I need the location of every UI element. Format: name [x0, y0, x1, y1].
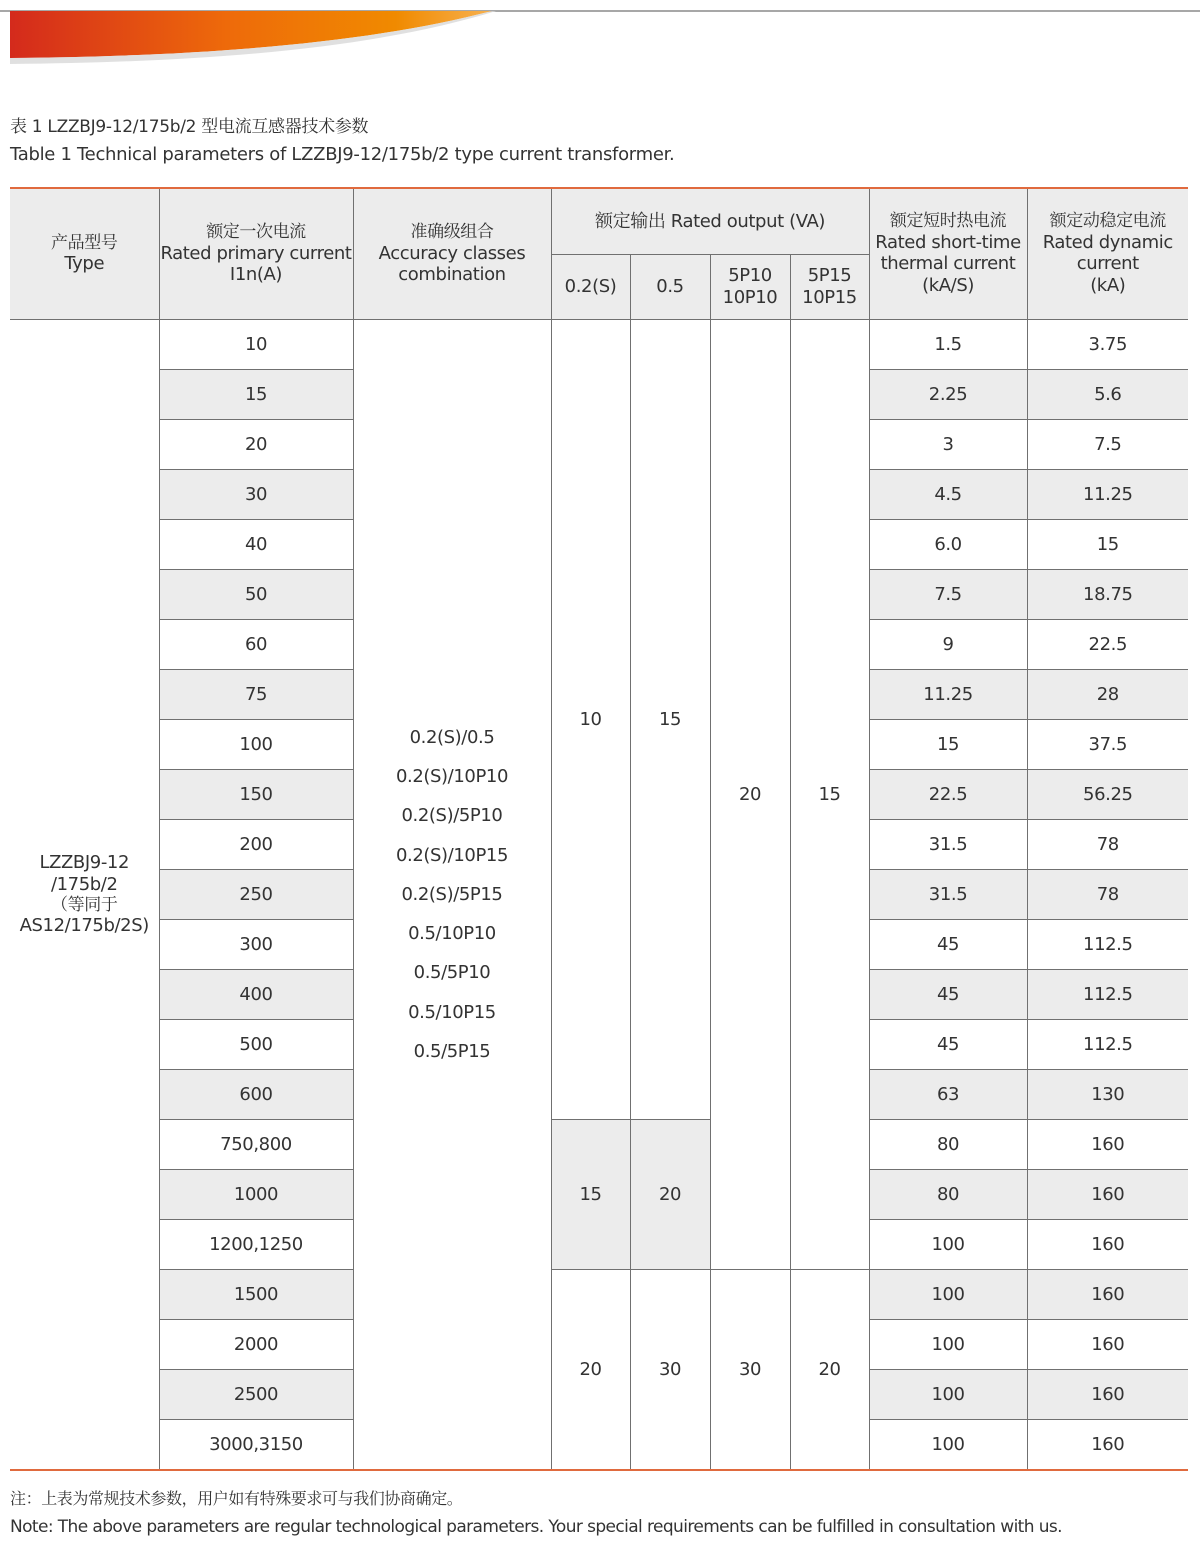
thermal-current-cell: 100 — [869, 1320, 1027, 1370]
thermal-current-cell: 45 — [869, 920, 1027, 970]
output-05-group1: 15 — [630, 320, 710, 1120]
accuracy-combo: 0.2(S)/5P15 — [401, 883, 503, 905]
primary-current-cell: 50 — [159, 570, 353, 620]
primary-current-cell: 3000,3150 — [159, 1420, 353, 1471]
output-05-group2: 20 — [630, 1120, 710, 1270]
output-02s-group3: 20 — [551, 1270, 630, 1471]
table-row — [10, 1270, 1188, 1320]
dynamic-current-cell: 160 — [1027, 1220, 1188, 1270]
dynamic-current-cell: 15 — [1027, 520, 1188, 570]
primary-current-cell: 300 — [159, 920, 353, 970]
thermal-current-cell: 100 — [869, 1420, 1027, 1471]
thermal-current-cell: 9 — [869, 620, 1027, 670]
primary-current-cell: 20 — [159, 420, 353, 470]
dynamic-current-cell: 37.5 — [1027, 720, 1188, 770]
table-caption-cn: 表 1 LZZBJ9-12/175b/2 型电流互感器技术参数 — [10, 117, 369, 137]
output-5p10-upper: 20 — [710, 320, 790, 1270]
thermal-current-cell: 45 — [869, 1020, 1027, 1070]
thermal-current-cell: 45 — [869, 970, 1027, 1020]
thermal-current-cell: 7.5 — [869, 570, 1027, 620]
table-caption-en: Table 1 Technical parameters of LZZBJ9-12/175b/2 type current transformer. — [10, 144, 675, 165]
dynamic-current-cell: 112.5 — [1027, 1020, 1188, 1070]
primary-current-cell: 40 — [159, 520, 353, 570]
primary-current-cell: 1200,1250 — [159, 1220, 353, 1270]
thermal-current-cell: 2.25 — [869, 370, 1027, 420]
primary-current-cell: 60 — [159, 620, 353, 670]
model-cell: LZZBJ9-12 /175b/2 （等同于 AS12/175b/2S) — [10, 320, 159, 1471]
primary-current-cell: 750,800 — [159, 1120, 353, 1170]
thermal-current-cell: 80 — [869, 1120, 1027, 1170]
dynamic-current-cell: 5.6 — [1027, 370, 1188, 420]
primary-current-cell: 600 — [159, 1070, 353, 1120]
header-rated-output: 额定输出 Rated output (VA) — [551, 188, 869, 255]
spec-table — [10, 187, 1188, 1471]
primary-current-cell: 75 — [159, 670, 353, 720]
primary-current-cell: 15 — [159, 370, 353, 420]
output-02s-group2: 15 — [551, 1120, 630, 1270]
thermal-current-cell: 80 — [869, 1170, 1027, 1220]
output-5p15-group3: 20 — [790, 1270, 869, 1471]
thermal-current-cell: 100 — [869, 1220, 1027, 1270]
output-02s-group1: 10 — [551, 320, 630, 1120]
header-type: 产品型号 Type — [10, 188, 159, 320]
thermal-current-cell: 1.5 — [869, 320, 1027, 370]
thermal-current-cell: 11.25 — [869, 670, 1027, 720]
dynamic-current-cell: 160 — [1027, 1170, 1188, 1220]
dynamic-current-cell: 160 — [1027, 1370, 1188, 1420]
primary-current-cell: 250 — [159, 870, 353, 920]
dynamic-current-cell: 130 — [1027, 1070, 1188, 1120]
thermal-current-cell: 6.0 — [869, 520, 1027, 570]
dynamic-current-cell: 78 — [1027, 820, 1188, 870]
thermal-current-cell: 100 — [869, 1270, 1027, 1320]
header-rated-primary-current: 额定一次电流 Rated primary current I1n(A) — [159, 188, 353, 320]
dynamic-current-cell: 18.75 — [1027, 570, 1188, 620]
primary-current-cell: 30 — [159, 470, 353, 520]
dynamic-current-cell: 112.5 — [1027, 970, 1188, 1020]
primary-current-cell: 2500 — [159, 1370, 353, 1420]
accuracy-combo: 0.2(S)/10P10 — [395, 766, 509, 788]
thermal-current-cell: 4.5 — [869, 470, 1027, 520]
accuracy-combo: 0.2(S)/5P10 — [401, 805, 503, 827]
thermal-current-cell: 22.5 — [869, 770, 1027, 820]
dynamic-current-cell: 160 — [1027, 1120, 1188, 1170]
dynamic-current-cell: 78 — [1027, 870, 1188, 920]
dynamic-current-cell: 160 — [1027, 1270, 1188, 1320]
primary-current-cell: 2000 — [159, 1320, 353, 1370]
thermal-current-cell: 31.5 — [869, 870, 1027, 920]
dynamic-current-cell: 11.25 — [1027, 470, 1188, 520]
primary-current-cell: 1500 — [159, 1270, 353, 1320]
thermal-current-cell: 63 — [869, 1070, 1027, 1120]
accuracy-combo: 0.5/10P10 — [408, 923, 496, 945]
header-output-5p15: 5P15 10P15 — [790, 255, 869, 320]
output-5p10-group3: 30 — [710, 1270, 790, 1471]
dynamic-current-cell: 160 — [1027, 1420, 1188, 1471]
dynamic-current-cell: 7.5 — [1027, 420, 1188, 470]
output-5p15-upper: 15 — [790, 320, 869, 1270]
accuracy-combo: 0.5/10P15 — [408, 1001, 496, 1023]
thermal-current-cell: 15 — [869, 720, 1027, 770]
dynamic-current-cell: 22.5 — [1027, 620, 1188, 670]
footnote-en: Note: The above parameters are regular technological parameters. Your special requirements can be fulfilled in consultation with us. — [10, 1517, 1062, 1537]
primary-current-cell: 1000 — [159, 1170, 353, 1220]
dynamic-current-cell: 28 — [1027, 670, 1188, 720]
accuracy-combo: 0.5/5P15 — [413, 1040, 491, 1062]
table-row — [10, 320, 1188, 370]
accuracy-combo: 0.2(S)/10P15 — [395, 844, 509, 866]
primary-current-cell: 150 — [159, 770, 353, 820]
header-output-5p10: 5P10 10P10 — [710, 255, 790, 320]
thermal-current-cell: 3 — [869, 420, 1027, 470]
primary-current-cell: 200 — [159, 820, 353, 870]
header-dynamic-current: 额定动稳定电流 Rated dynamic current (kA) — [1027, 188, 1188, 320]
header-accuracy-classes: 准确级组合 Accuracy classes combination — [353, 188, 551, 320]
primary-current-cell: 10 — [159, 320, 353, 370]
header-output-05: 0.5 — [630, 255, 710, 320]
primary-current-cell: 400 — [159, 970, 353, 1020]
header-thermal-current: 额定短时热电流 Rated short-time thermal current (kA/S) — [869, 188, 1027, 320]
footnote-cn: 注：上表为常规技术参数，用户如有特殊要求可与我们协商确定。 — [10, 1489, 463, 1508]
accuracy-combo: 0.2(S)/0.5 — [409, 727, 495, 749]
accuracy-combo: 0.5/5P10 — [413, 962, 491, 984]
primary-current-cell: 100 — [159, 720, 353, 770]
dynamic-current-cell: 3.75 — [1027, 320, 1188, 370]
header-banner — [0, 0, 1200, 70]
thermal-current-cell: 100 — [869, 1370, 1027, 1420]
header-output-02s: 0.2(S) — [551, 255, 630, 320]
thermal-current-cell: 31.5 — [869, 820, 1027, 870]
table-row — [10, 1120, 1188, 1170]
dynamic-current-cell: 56.25 — [1027, 770, 1188, 820]
dynamic-current-cell: 112.5 — [1027, 920, 1188, 970]
accuracy-combos-cell — [353, 320, 551, 1471]
primary-current-cell: 500 — [159, 1020, 353, 1070]
dynamic-current-cell: 160 — [1027, 1320, 1188, 1370]
output-05-group3: 30 — [630, 1270, 710, 1471]
